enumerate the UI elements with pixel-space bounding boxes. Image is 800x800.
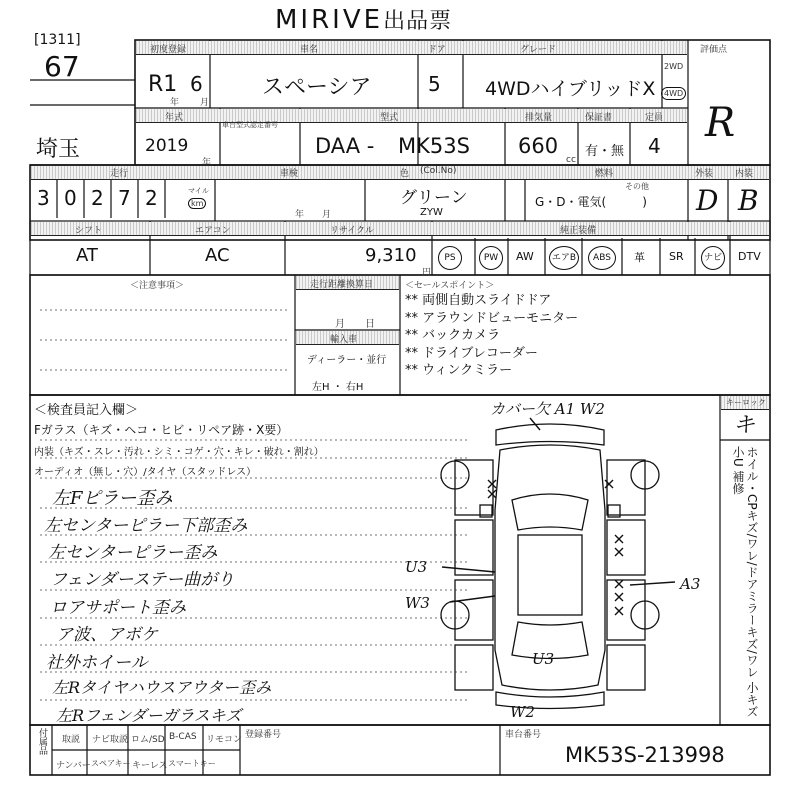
color-value: グリーン [400,188,468,208]
note-line-8: 左Rタイヤハウスアウター歪み [52,678,272,697]
equip-leather: 革 [634,251,645,264]
note-line-1: 左Fピラー歪み [52,488,173,509]
acc-navi-manual: ナビ取説 [92,735,129,745]
era-month-label: 月 [200,98,210,108]
label-model: 型式 [380,113,399,123]
mileage-unit-mile: マイル [188,187,209,195]
equip-navi-circle: ナビ [701,246,725,270]
fuel-other-label: その他 [625,182,649,191]
score-value: R [705,100,736,146]
mark-left-w: W3 [405,594,430,612]
note-line-9: 左Rフェンダーガラスキズ [56,706,242,725]
side-vertical-notes: ホイル・CPキズ/ワレ/ドアミラーキズ/ワレ 小キズ 小U 補修 [731,446,759,718]
label-odometer-change: 走行距離換算日 [310,280,374,290]
acc-remote: リモコン [206,735,243,745]
equip-airbag [549,245,579,270]
equip-ps [438,245,462,270]
label-chassis: 車台番号 [505,730,542,740]
model-value: MK53S [398,134,470,158]
mark-top: カバー欠 A1 W2 [490,400,605,418]
label-key: キーロック [726,398,766,407]
acc-plate: ナンバー [56,761,91,771]
note-line-3: 左センターピラー歪み [48,543,218,563]
first-reg-month: 6 [190,72,203,96]
label-import: 輸入車 [330,335,358,345]
chassis-number: MK53S-213998 [565,743,725,767]
row1-header-bar [136,41,687,55]
label-shift: シフト [75,226,103,236]
label-score: 評価点 [700,45,728,55]
label-displacement: 排気量 [525,113,553,123]
label-car-name: 車名 [300,45,319,55]
label-fuel: 燃料 [595,169,614,179]
drive-2wd: 2WD [664,62,684,71]
key-mark: キ [733,413,756,438]
lot-number: 67 [44,50,80,83]
acc-spare-key: スペアキー [91,759,131,768]
interior-line: 内装（キズ・スレ・汚れ・シミ・コゲ・穴・キレ・破れ・割れ） [34,447,324,458]
label-notes: ＜注意事項＞ [130,281,185,291]
color-no-value: ZYW [420,207,443,218]
row4-header-bar [31,222,769,236]
era-year-label: 年 [170,98,180,108]
drive-4wd-circled: 4WD [661,87,686,100]
label-warranty: 保証書 [585,113,613,123]
mileage-unit-km: km [188,198,206,209]
label-doors: ドア [428,45,446,55]
note-line-7: 社外ホイール [46,653,148,673]
acc-manual: 取説 [62,735,81,745]
acc-rom-sd: ロム/SD [131,735,165,745]
equip-abs-circle: ABS [588,246,616,270]
equip-abs [588,245,616,270]
interior-value: B [738,184,759,217]
mileage-digit-5: 2 [145,186,158,210]
glass-line: Fガラス（キズ・ヘコ・ヒビ・リペア跡・X要） [34,423,289,437]
equip-sr: SR [669,250,684,263]
equip-dtv: DTV [738,250,761,263]
mileage-digit-2: 0 [64,186,77,210]
selling-point-item: ** アラウンドビューモニター [405,310,579,326]
label-interior: 内装 [735,169,754,179]
odometer-change-date: 月 日 [335,319,375,330]
label-color: 色 [400,169,410,179]
import-steering: 左H ・ 右H [312,382,364,393]
acc-keyless: キーレス [132,761,168,771]
acc-bcas: B-CAS [169,732,197,742]
shift-value: AT [76,245,98,266]
year-suffix: 年 [202,158,212,168]
grade-value: 4WDハイブリッドX [485,78,656,100]
mileage-digit-1: 3 [37,186,50,210]
mark-right-a: A3 [680,575,701,593]
label-color-no: (Col.No) [420,166,457,176]
label-reserve: 登録番号 [245,730,282,740]
label-aircon: エアコン [195,226,231,236]
lot-prefecture: 埼玉 [36,137,81,162]
label-equipment: 純正装備 [560,226,597,236]
cc-unit: cc [566,155,576,165]
fuel-value: G・D・電気( ) [535,195,647,209]
inspection-year-month: 年 月 [295,210,332,220]
note-line-5: ロアサポート歪み [50,598,186,618]
label-seats: 定員 [645,113,664,123]
equip-aw: AW [516,250,534,263]
equip-airbag-circle: エアB [549,246,579,270]
equip-pw [479,245,503,270]
label-recycle: リサイクル [330,226,374,236]
label-exterior: 外装 [695,169,714,179]
equip-ps-circle: PS [438,246,462,270]
displacement-value: 660 [518,134,559,158]
label-mileage: 走行 [110,169,129,179]
bottom-side-label: 付属品 [37,728,47,755]
doors-value: 5 [428,72,441,96]
sheet-title: 出品票 [383,9,453,34]
car-damage-diagram [400,400,720,725]
seats-value: 4 [648,134,661,158]
selling-point-item: ** ウィンクミラー [405,363,513,378]
label-year-model: 年式 [165,113,184,123]
label-model-type: 車台型式認定番号 [222,121,278,129]
mark-bottom-u: U3 [532,650,555,668]
lot-code: [1311] [34,32,81,48]
year-value: 2019 [145,136,189,156]
warranty-value: 有・無 [585,144,625,159]
label-first-reg: 初度登録 [150,45,187,55]
acc-smart-key: スマートキー [168,759,216,768]
first-reg-era: R1 [148,72,178,97]
yen-unit: 円 [422,268,432,278]
mark-bottom-w: W2 [510,703,535,721]
import-dealer: ディーラー・並行 [307,355,387,366]
equip-navi [701,245,725,270]
selling-point-item: ** ドライブレコーダー [405,345,538,361]
aircon-value: AC [205,245,230,266]
mark-left-u: U3 [405,558,428,576]
car-name: スペーシア [262,75,372,100]
inspector-notes-heading: ＜検査員記入欄＞ [34,403,139,418]
selling-points-list [405,292,578,380]
recycle-value: 9,310 [365,245,417,266]
selling-point-item: ** バックカメラ [405,328,501,343]
selling-point-item: ** 両側自動スライドドア [405,293,552,308]
mileage-digit-4: 7 [118,186,131,210]
label-inspection: 車検 [280,169,299,179]
model-prefix: DAA - [315,134,375,158]
note-line-2: 左センターピラー下部歪み [44,516,248,536]
mileage-digit-3: 2 [91,186,104,210]
equip-pw-circle: PW [479,246,503,270]
note-line-6: ア波、アボケ [56,625,158,645]
label-sales-point: ＜セールスポイント＞ [405,281,495,291]
note-line-4: フェンダーステー曲がり [50,570,235,590]
exterior-value: D [696,184,719,217]
brand-logo: MIRIVE [275,5,384,35]
label-grade: グレード [520,45,557,55]
audio-line: オーディオ（無し・穴）/タイヤ（スタッドレス） [34,467,257,478]
